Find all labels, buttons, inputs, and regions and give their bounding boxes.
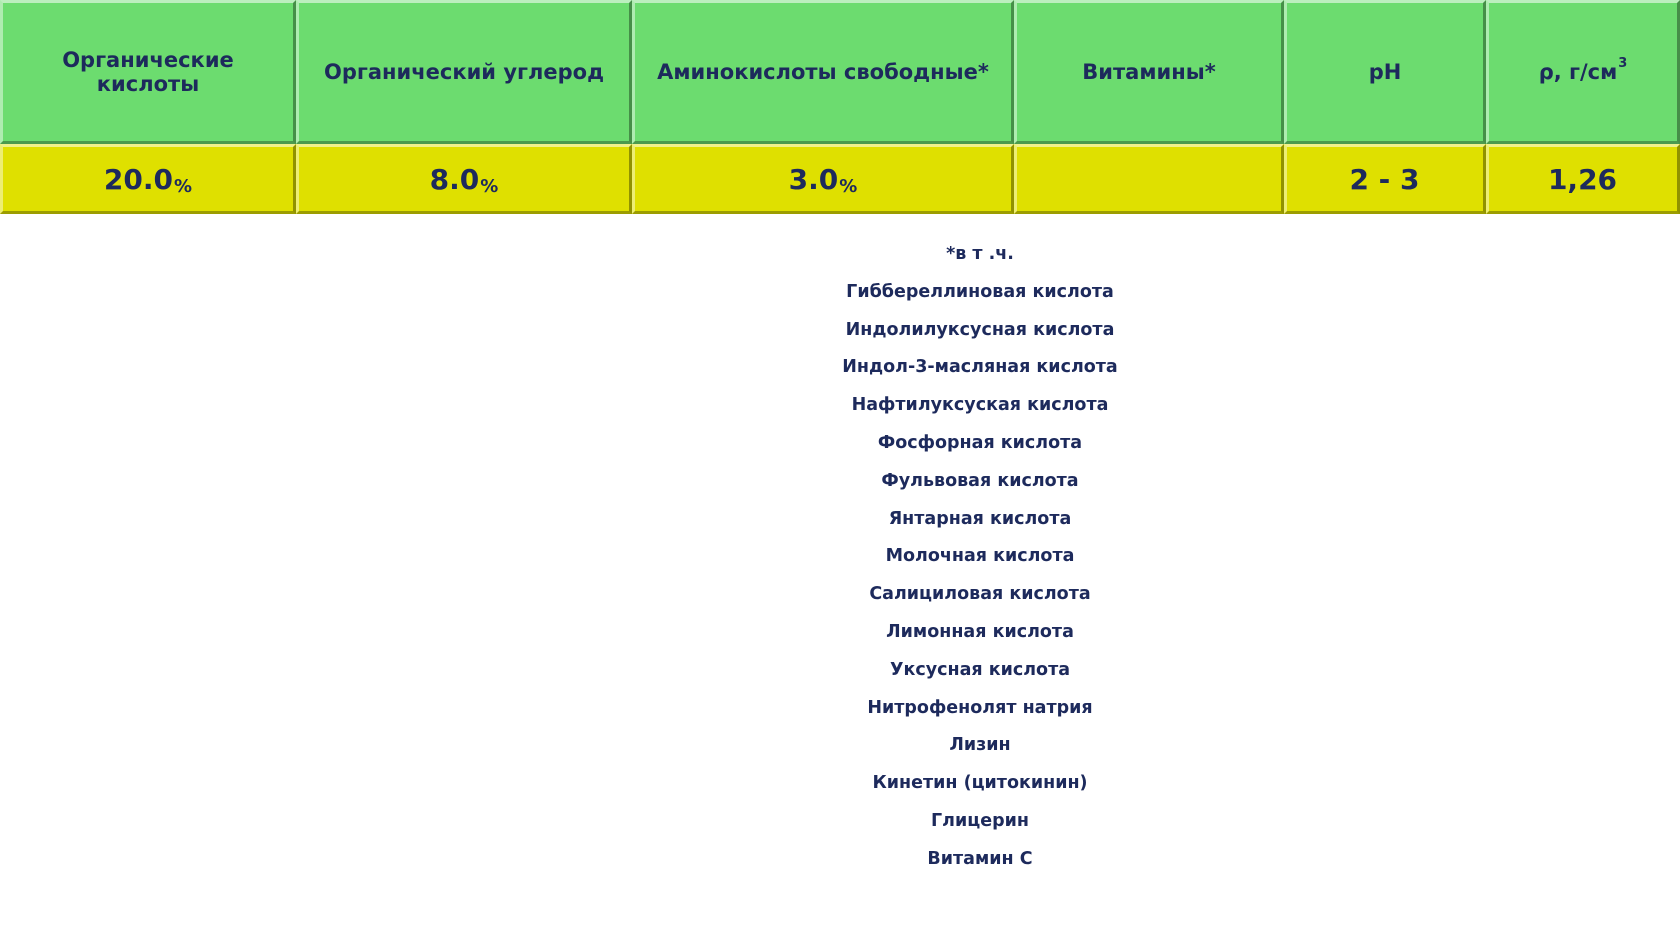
list-item: Индолилуксусная кислота <box>845 319 1115 340</box>
value-cell-free-amino-acids <box>632 144 1014 214</box>
header-cell-organic-acids <box>0 0 296 144</box>
list-item: Уксусная кислота <box>889 659 1071 680</box>
list-item: Витамин С <box>927 848 1033 869</box>
footnote-list <box>780 239 1180 882</box>
header-row <box>0 0 1680 144</box>
value-text: 2 - 3 <box>1349 162 1420 196</box>
header-cell-free-amino-acids <box>632 0 1014 144</box>
header-label: Витамины* <box>1082 60 1216 84</box>
header-cell-ph <box>1284 0 1486 144</box>
header-label: ρ, г/см <box>1538 60 1618 84</box>
list-item: Глицерин <box>931 810 1029 831</box>
value-cell-organic-acids <box>0 144 296 214</box>
header-label: pH <box>1368 60 1402 84</box>
list-item: Кинетин (цитокинин) <box>872 773 1088 794</box>
value-row <box>0 144 1680 214</box>
footnote-intro: *в т .ч. <box>946 244 1014 264</box>
value-unit: % <box>839 175 858 197</box>
value-unit: % <box>174 175 193 197</box>
header-label: Органические кислоты <box>62 48 234 96</box>
list-item: Лизин <box>949 735 1011 756</box>
list-item: Фульвовая кислота <box>881 470 1079 491</box>
density-superscript: 3 <box>1618 55 1628 71</box>
value-text: 1,26 <box>1547 162 1618 196</box>
list-item: Нафтилуксуская кислота <box>851 395 1109 416</box>
list-item: Лимонная кислота <box>886 621 1074 642</box>
value-unit: % <box>480 175 499 197</box>
header-cell-organic-carbon <box>296 0 632 144</box>
header-cell-vitamins <box>1014 0 1284 144</box>
value-cell-vitamins <box>1014 144 1284 214</box>
value-cell-density <box>1486 144 1680 214</box>
list-item: Салициловая кислота <box>869 584 1091 605</box>
list-item: Индол-3-масляная кислота <box>842 357 1118 378</box>
header-label: Аминокислоты свободные* <box>657 60 989 84</box>
list-item: Молочная кислота <box>885 546 1075 567</box>
value-cell-organic-carbon <box>296 144 632 214</box>
header-cell-density <box>1486 0 1680 144</box>
header-label: Органический углерод <box>323 60 605 84</box>
list-item: Фосфорная кислота <box>877 432 1083 453</box>
list-item: Нитрофенолят натрия <box>867 697 1093 718</box>
value-text: 20.0 <box>103 162 174 196</box>
list-item: Гиббереллиновая кислота <box>846 281 1114 302</box>
value-text: 8.0 <box>429 162 480 196</box>
value-cell-ph <box>1284 144 1486 214</box>
list-item: Янтарная кислота <box>888 508 1072 529</box>
value-text: 3.0 <box>788 162 839 196</box>
composition-table <box>0 0 1680 214</box>
